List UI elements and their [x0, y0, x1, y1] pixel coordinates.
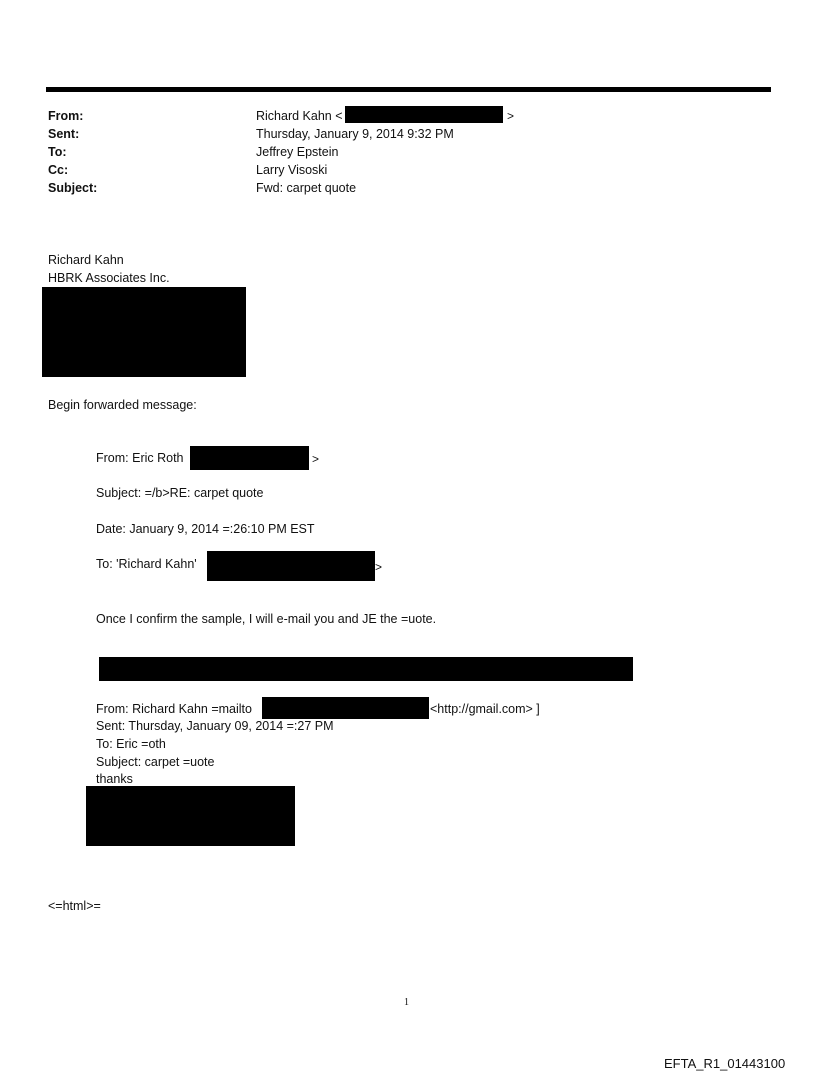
forwarded-to-line: To: 'Richard Kahn' [96, 557, 197, 571]
original-subject-line: Subject: carpet =uote [96, 755, 215, 769]
redaction-box [207, 551, 375, 581]
redaction-box [262, 697, 429, 719]
forwarded-to-close: > [375, 560, 383, 574]
signature-name: Richard Kahn [48, 253, 124, 267]
redaction-box [345, 106, 503, 123]
subject-value: Fwd: carpet quote [256, 181, 357, 195]
redaction-box [86, 786, 295, 846]
sent-value: Thursday, January 9, 2014 9:32 PM [256, 127, 454, 141]
sent-label: Sent: [48, 127, 80, 141]
begin-forwarded-text: Begin forwarded message: [48, 398, 197, 412]
cc-label: Cc: [48, 163, 69, 177]
original-to-line: To: Eric =oth [96, 737, 166, 751]
forwarded-from-line: From: Eric Roth [96, 451, 184, 465]
page-number: 1 [404, 997, 409, 1008]
from-label: From: [48, 109, 84, 123]
forwarded-body: Once I confirm the sample, I will e-mail you and JE the =uote. [96, 612, 437, 626]
subject-label: Subject: [48, 181, 98, 195]
html-tag-text: <=html>= [48, 899, 101, 913]
original-from-line: From: Richard Kahn =mailto [96, 702, 252, 716]
from-close: > [507, 109, 515, 123]
cc-value: Larry Visoski [256, 163, 328, 177]
redaction-box [99, 657, 633, 681]
from-value: Richard Kahn < [256, 109, 343, 123]
forwarded-date-line: Date: January 9, 2014 =:26:10 PM EST [96, 522, 315, 536]
forwarded-subject-line: Subject: =/b>RE: carpet quote [96, 486, 264, 500]
to-label: To: [48, 145, 67, 159]
original-sent-line: Sent: Thursday, January 09, 2014 =:27 PM [96, 719, 334, 733]
original-body: thanks [96, 772, 133, 786]
redaction-box [42, 287, 246, 377]
redaction-box [190, 446, 309, 470]
header-rule [46, 87, 771, 92]
forwarded-from-close: > [312, 452, 320, 466]
original-from-tail: <http://gmail.com> ] [430, 702, 540, 716]
document-id-footer: EFTA_R1_01443100 [664, 1056, 786, 1071]
signature-company: HBRK Associates Inc. [48, 271, 170, 285]
to-value: Jeffrey Epstein [256, 145, 339, 159]
